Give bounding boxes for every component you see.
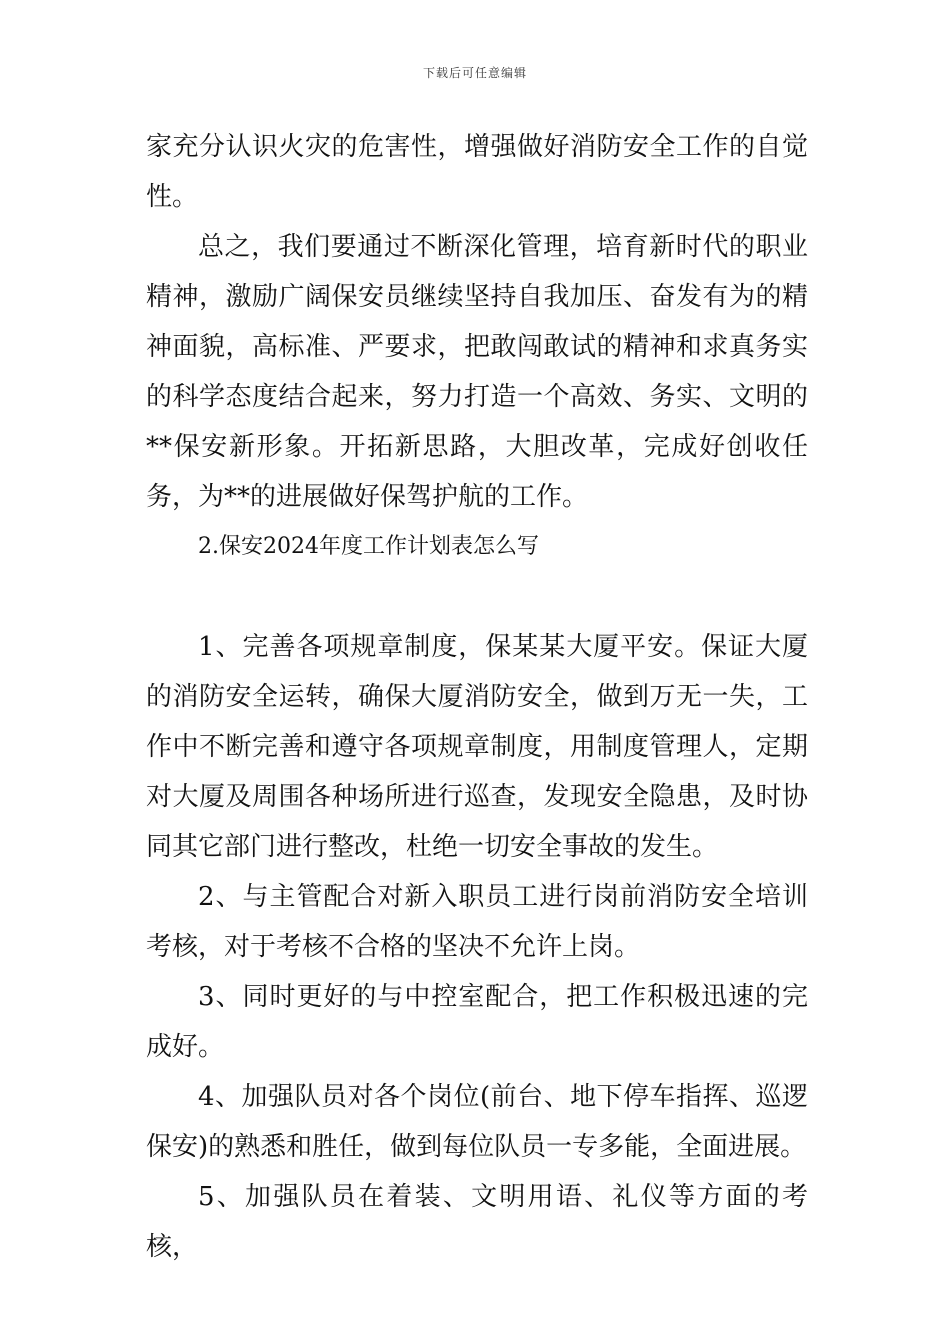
section-spacer	[146, 572, 808, 622]
paragraph-summary: 总之，我们要通过不断深化管理，培育新时代的职业精神，激励广阔保安员继续坚持自我加压、奋发有为的精神面貌，高标准、严要求，把敢闯敢试的精神和求真务实的科学态度结合起来，努力打造一个高效、务实、文明的**保安新形象。开拓新思路，大胆改革，完成好创收任务，为**的进展做好保驾护航的工作。	[146, 232, 808, 512]
paragraph-continuation: 家充分认识火灾的危害性，增强做好消防安全工作的自觉性。	[146, 132, 808, 212]
list-item-1: 1、完善各项规章制度，保某某大厦平安。保证大厦的消防安全运转，确保大厦消防安全，做到万无一失，工作中不断完善和遵守各项规章制度，用制度管理人，定期对大厦及周围各种场所进行巡查，发现安全隐患，及时协同其它部门进行整改，杜绝一切安全事故的发生。	[146, 632, 808, 862]
list-item-5: 5、加强队员在着装、文明用语、礼仪等方面的考核，	[146, 1182, 808, 1262]
list-item-4: 4、加强队员对各个岗位(前台、地下停车指挥、巡逻保安)的熟悉和胜任，做到每位队员一专多能，全面进展。	[146, 1082, 808, 1162]
list-item-2: 2、与主管配合对新入职员工进行岗前消防安全培训考核，对于考核不合格的坚决不允许上岗。	[146, 882, 808, 962]
document-body	[146, 122, 808, 1272]
page-header-watermark: 下载后可任意编辑	[422, 66, 527, 80]
section-heading: 2.保安2024年度工作计划表怎么写	[198, 534, 539, 559]
list-item-3: 3、同时更好的与中控室配合，把工作积极迅速的完成好。	[146, 982, 808, 1062]
